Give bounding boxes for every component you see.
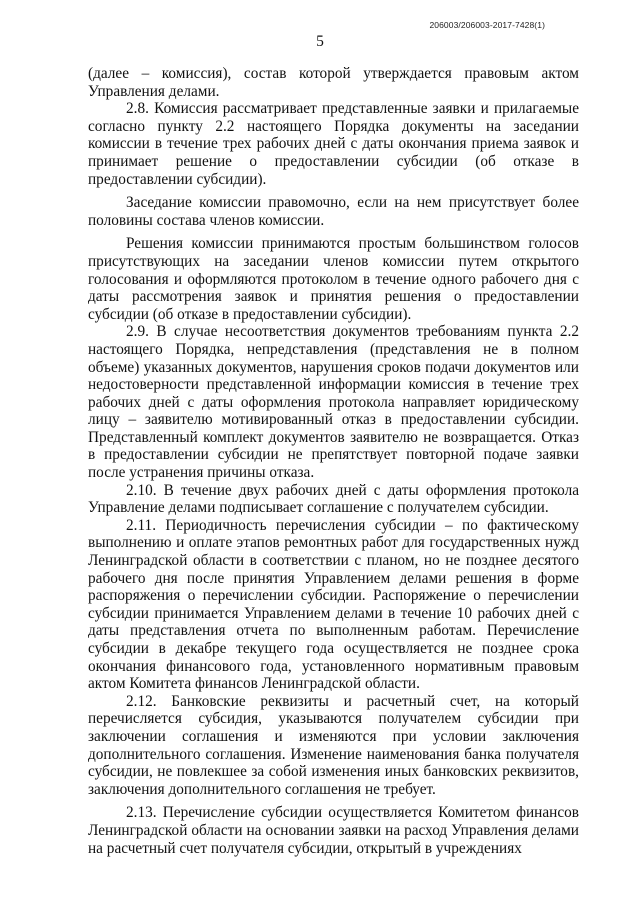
paragraph-2-8: 2.8. Комиссия рассматривает представленные заявки и прилагаемые согласно пункту 2.2 настоящего Порядка документы на заседании комиссии в течение трех рабочих дней с даты окончания приема заявок и принимает решение о предоставлении субсидии (об отказе в предоставлении субсидии). (88, 100, 579, 188)
document-id: 206003/206003-2017-7428(1) (429, 20, 545, 30)
paragraph-2-11: 2.11. Периодичность перечисления субсидии – по фактическому выполнению и оплате этапов ремонтных работ для государственных нужд Ленинградской области в соответствии с планом, но не позднее десятого рабочего дня после принятия Управлением делами решения в форме распоряжения о перечислении субсидии. Распоряжение о перечислении субсидии принимается Управлением делами в течение 10 рабочих дней с даты представления отчета по выполненным работам. Перечисление субсидии в декабре текущего года осуществляется не позднее срока окончания финансового года, установленного нормативным правовым актом Комитета финансов Ленинградской области. (88, 516, 579, 693)
paragraph-decisions: Решения комиссии принимаются простым большинством голосов присутствующих на заседании членов комиссии путем открытого голосования и оформляются протоколом в течение одного рабочего дня с даты рассмотрения заявок и принятия решения о предоставлении субсидии (об отказе в предоставлении субсидии). (88, 235, 579, 323)
paragraph-2-9: 2.9. В случае несоответствия документов требованиям пункта 2.2 настоящего Порядка, непредставления (представления не в полном объеме) указанных документов, нарушения сроков подачи документов или недостоверности представленной информации комиссия в течение трех рабочих дней с даты оформления протокола направляет юридическому лицу – заявителю мотивированный отказ в предоставлении субсидии. Представленный комплект документов заявителю не возвращается. Отказ в предоставлении субсидии не препятствует повторной подаче заявки после устранения причины отказа. (88, 323, 579, 482)
paragraph-2-12: 2.12. Банковские реквизиты и расчетный счет, на который перечисляется субсидия, указываются получателем субсидии при заключении соглашения и изменяются при условии заключения дополнительного соглашения. Изменение наименования банка получателя субсидии, не повлекшее за собой изменения иных банковских реквизитов, заключения дополнительного соглашения не требует. (88, 692, 579, 798)
page-number: 5 (316, 33, 324, 50)
paragraph-quorum: Заседание комиссии правомочно, если на нем присутствует более половины состава членов комиссии. (88, 194, 579, 229)
paragraph-2-13: 2.13. Перечисление субсидии осуществляется Комитетом финансов Ленинградской области на основании заявки на расход Управления делами на расчетный счет получателя субсидии, открытый в учреждениях (88, 804, 579, 857)
document-body (88, 65, 579, 857)
paragraph-2-10: 2.10. В течение двух рабочих дней с даты оформления протокола Управление делами подписывает соглашение с получателем субсидии. (88, 481, 579, 517)
paragraph-continuation: (далее – комиссия), состав которой утверждается правовым актом Управления делами. (88, 65, 579, 100)
